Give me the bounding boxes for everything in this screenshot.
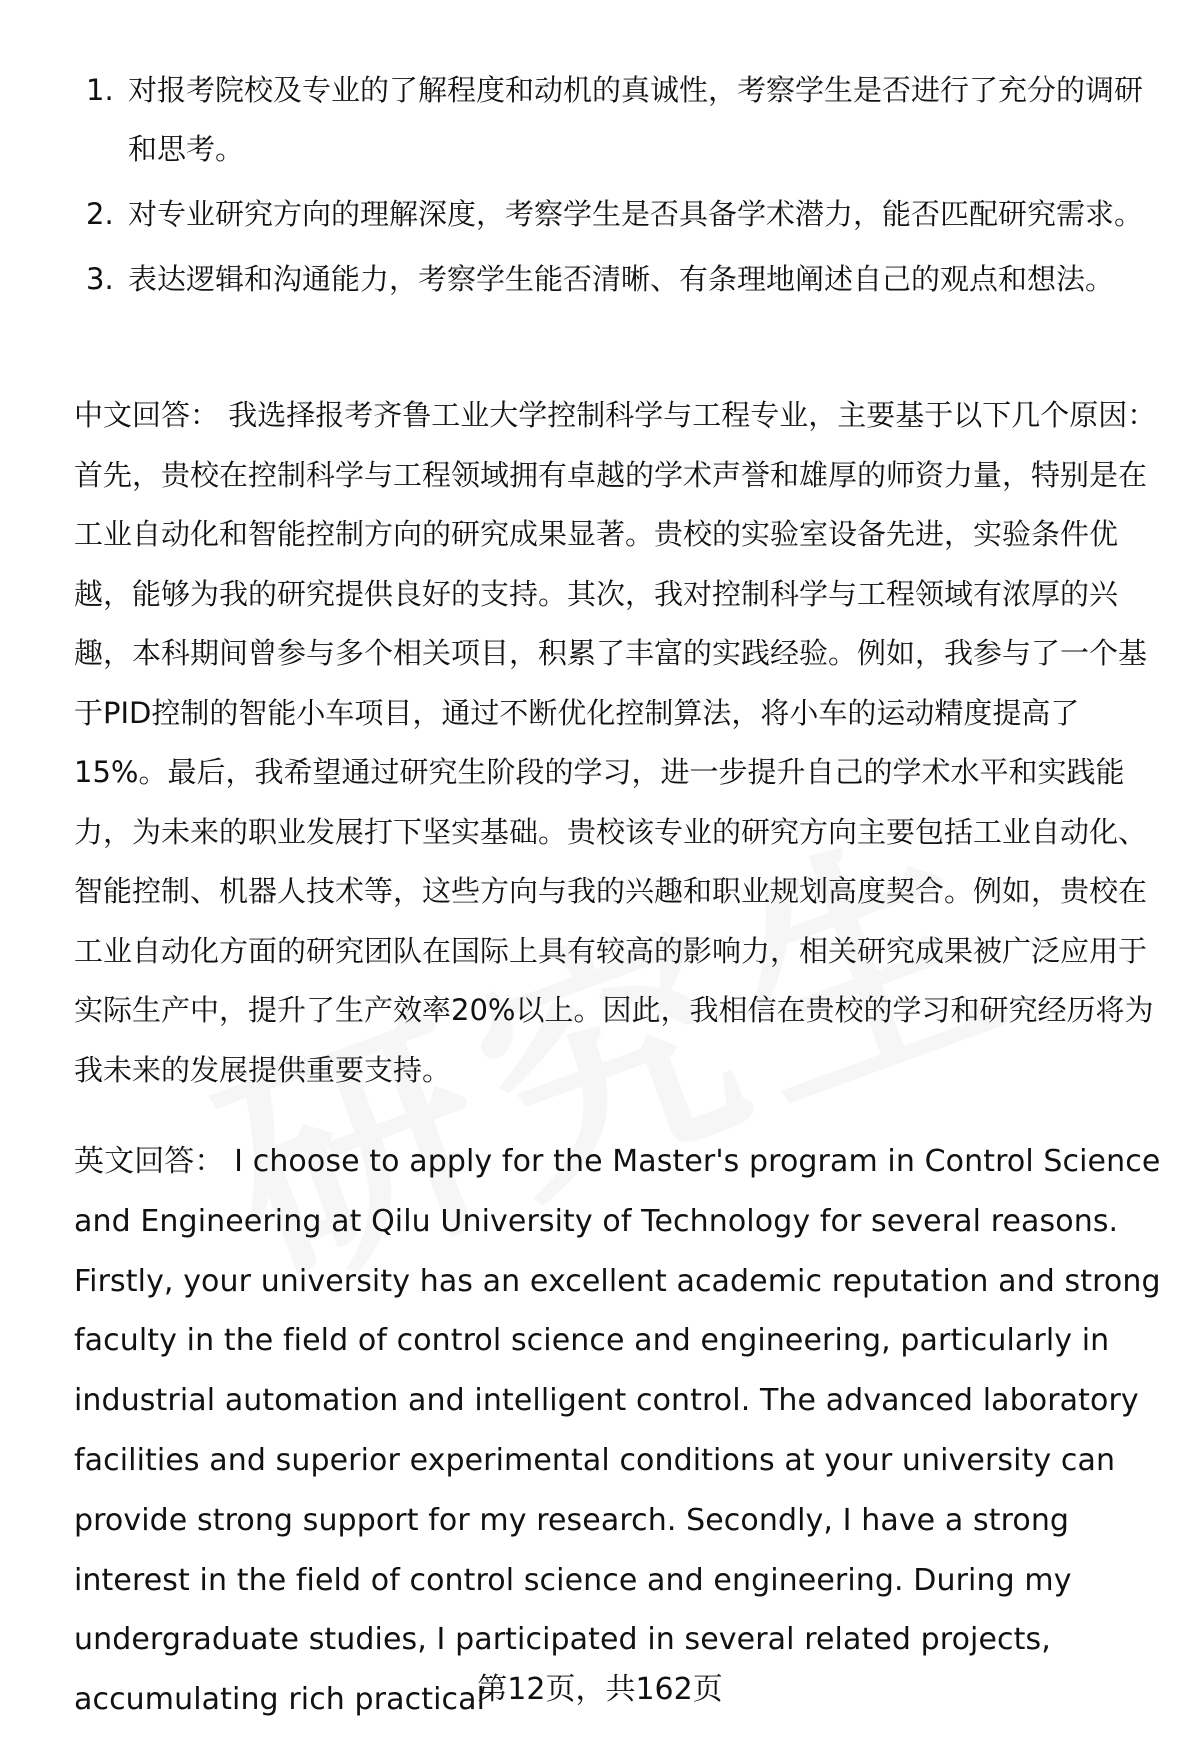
chinese-answer-label: 中文回答： <box>74 398 220 432</box>
english-answer-text: I choose to apply for the Master's program in Control Science and Engineering at Qilu University of Technology for several reasons. Firstly, your university has an excellent academic reputation and strong faculty in the field of control science and engineering, particularly in industrial automation and intelligent control. The advanced laboratory facilities and superior experimental conditions at your university can provide strong support for my research. Secondly, I have a strong interest in the field of control science and engineering. During my undergraduate studies, I participated in several related projects, accumulating rich practical <box>74 1144 1161 1718</box>
question-number: 1. <box>86 73 114 107</box>
english-answer-paragraph <box>74 1132 1164 1730</box>
question-item <box>74 250 1144 309</box>
question-text: 对专业研究方向的理解深度，考察学生是否具备学术潜力，能否匹配研究需求。 <box>128 197 1144 231</box>
chinese-answer-paragraph <box>74 386 1164 1100</box>
page-number: 第12页，共162页 <box>477 1672 723 1707</box>
page-footer <box>0 1670 1200 1710</box>
question-item <box>74 185 1144 244</box>
question-item <box>74 61 1144 179</box>
question-list <box>74 61 1144 315</box>
question-text: 对报考院校及专业的了解程度和动机的真诚性，考察学生是否进行了充分的调研和思考。 <box>128 73 1144 166</box>
english-answer-label: 英文回答： <box>74 1144 225 1179</box>
question-number: 2. <box>86 197 114 231</box>
question-text: 表达逻辑和沟通能力，考察学生能否清晰、有条理地阐述自己的观点和想法。 <box>128 262 1115 296</box>
chinese-answer-text: 我选择报考齐鲁工业大学控制科学与工程专业，主要基于以下几个原因：首先，贵校在控制科学与工程领域拥有卓越的学术声誉和雄厚的师资力量，特别是在工业自动化和智能控制方向的研究成果显著。贵校的实验室设备先进，实验条件优越，能够为我的研究提供良好的支持。其次，我对控制科学与工程领域有浓厚的兴趣，本科期间曾参与多个相关项目，积累了丰富的实践经验。例如，我参与了一个基于PID控制的智能小车项目，通过不断优化控制算法，将小车的运动精度提高了15%。最后，我希望通过研究生阶段的学习，进一步提升自己的学术水平和实践能力，为未来的职业发展打下坚实基础。贵校该专业的研究方向主要包括工业自动化、智能控制、机器人技术等，这些方向与我的兴趣和职业规划高度契合。例如，贵校在工业自动化方面的研究团队在国际上具有较高的影响力，相关研究成果被广泛应用于实际生产中，提升了生产效率20%以上。因此，我相信在贵校的学习和研究经历将为我未来的发展提供重要支持。 <box>74 398 1157 1087</box>
question-number: 3. <box>86 262 114 296</box>
